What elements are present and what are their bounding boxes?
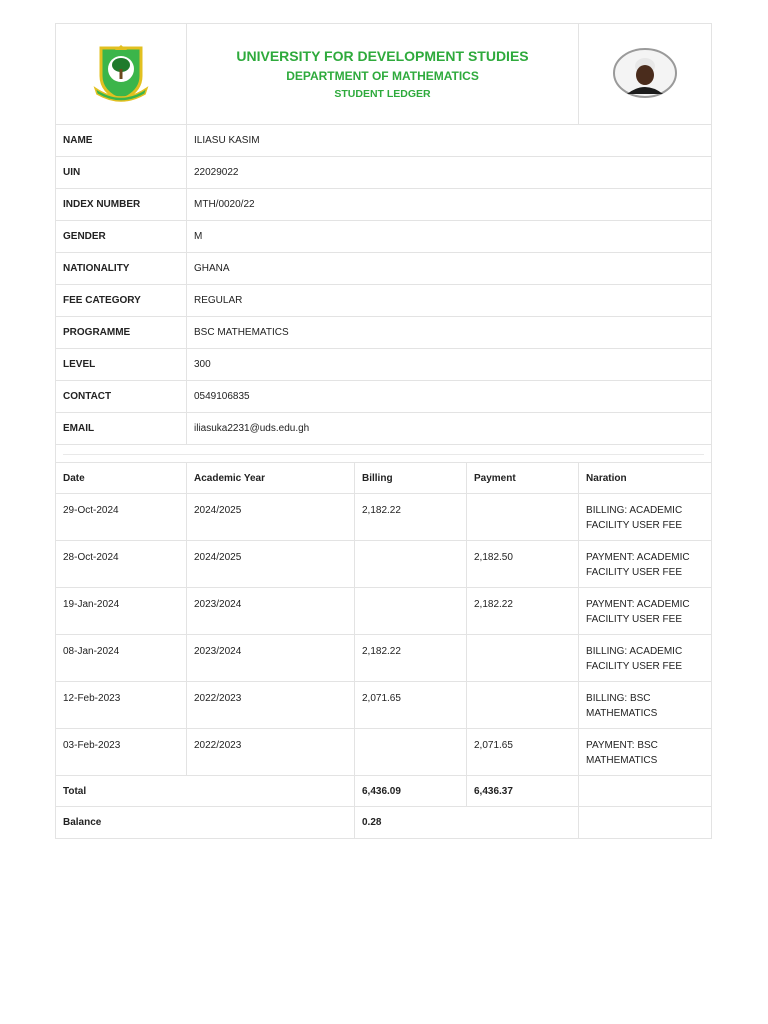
info-label: PROGRAMME: [56, 317, 187, 349]
total-billing: 6,436.09: [355, 775, 467, 807]
column-header: Billing: [355, 463, 467, 494]
cell-date: 03-Feb-2023: [56, 728, 187, 775]
balance-row: [56, 807, 712, 839]
column-header: Academic Year: [187, 463, 355, 494]
cell-date: 08-Jan-2024: [56, 634, 187, 681]
info-label: INDEX NUMBER: [56, 189, 187, 221]
cell-date: 12-Feb-2023: [56, 681, 187, 728]
info-value: ILIASU KASIM: [187, 125, 712, 157]
logo-cell: [56, 24, 187, 125]
title-cell: [187, 24, 579, 125]
table-row: [56, 634, 712, 681]
column-header: Naration: [579, 463, 712, 494]
info-row: [56, 381, 712, 413]
table-row: [56, 681, 712, 728]
ledger-entries: [56, 463, 712, 839]
cell-billing: [355, 728, 467, 775]
document-title: STUDENT LEDGER: [334, 88, 431, 100]
info-row: [56, 317, 712, 349]
cell-date: 19-Jan-2024: [56, 587, 187, 634]
info-row: [56, 125, 712, 157]
balance-label: Balance: [56, 807, 355, 839]
cell-year: 2024/2025: [187, 493, 355, 540]
total-label: Total: [56, 775, 355, 807]
info-value: 22029022: [187, 157, 712, 189]
cell-narration: BILLING: BSC MATHEMATICS: [579, 681, 712, 728]
info-label: EMAIL: [56, 413, 187, 445]
cell-payment: [467, 493, 579, 540]
cell-year: 2023/2024: [187, 587, 355, 634]
info-label: FEE CATEGORY: [56, 285, 187, 317]
cell-year: 2024/2025: [187, 540, 355, 587]
cell-narration: PAYMENT: ACADEMIC FACILITY USER FEE: [579, 587, 712, 634]
department-name: DEPARTMENT OF MATHEMATICS: [286, 69, 479, 83]
info-value: 0549106835: [187, 381, 712, 413]
student-ledger-sheet: [55, 23, 711, 839]
info-label: NATIONALITY: [56, 253, 187, 285]
table-row: [56, 493, 712, 540]
cell-billing: [355, 587, 467, 634]
info-row: [56, 189, 712, 221]
cell-narration: BILLING: ACADEMIC FACILITY USER FEE: [579, 493, 712, 540]
table-row: [56, 587, 712, 634]
info-label: UIN: [56, 157, 187, 189]
cell-year: 2022/2023: [187, 728, 355, 775]
table-row: [56, 728, 712, 775]
total-payment: 6,436.37: [467, 775, 579, 807]
student-photo: [613, 48, 677, 98]
info-row: [56, 413, 712, 445]
table-row: [56, 540, 712, 587]
column-header: Date: [56, 463, 187, 494]
cell-billing: 2,182.22: [355, 493, 467, 540]
cell-billing: [355, 540, 467, 587]
balance-empty: [579, 807, 712, 839]
total-row: [56, 775, 712, 807]
balance-value: 0.28: [355, 807, 579, 839]
cell-payment: 2,071.65: [467, 728, 579, 775]
cell-date: 29-Oct-2024: [56, 493, 187, 540]
info-row: [56, 221, 712, 253]
info-label: GENDER: [56, 221, 187, 253]
photo-cell: [579, 24, 712, 125]
info-row: [56, 285, 712, 317]
info-label: NAME: [56, 125, 187, 157]
info-row: [56, 157, 712, 189]
section-divider: [56, 445, 712, 463]
cell-narration: BILLING: ACADEMIC FACILITY USER FEE: [579, 634, 712, 681]
header-row: [56, 24, 712, 125]
cell-payment: [467, 681, 579, 728]
university-crest-icon: [93, 42, 149, 104]
cell-year: 2022/2023: [187, 681, 355, 728]
info-value[interactable]: iliasuka2231@uds.edu.gh: [187, 413, 712, 445]
cell-billing: 2,071.65: [355, 681, 467, 728]
column-header: Payment: [467, 463, 579, 494]
info-label: CONTACT: [56, 381, 187, 413]
total-empty: [579, 775, 712, 807]
info-row: [56, 349, 712, 381]
divider-line: [63, 454, 704, 455]
info-value: BSC MATHEMATICS: [187, 317, 712, 349]
cell-narration: PAYMENT: ACADEMIC FACILITY USER FEE: [579, 540, 712, 587]
student-info: [56, 125, 712, 445]
ledger-header-row: [56, 463, 712, 494]
cell-billing: 2,182.22: [355, 634, 467, 681]
info-value: REGULAR: [187, 285, 712, 317]
info-value: MTH/0020/22: [187, 189, 712, 221]
info-value: GHANA: [187, 253, 712, 285]
cell-narration: PAYMENT: BSC MATHEMATICS: [579, 728, 712, 775]
info-value: 300: [187, 349, 712, 381]
cell-year: 2023/2024: [187, 634, 355, 681]
info-label: LEVEL: [56, 349, 187, 381]
cell-payment: 2,182.50: [467, 540, 579, 587]
university-name: UNIVERSITY FOR DEVELOPMENT STUDIES: [236, 48, 529, 64]
info-row: [56, 253, 712, 285]
cell-payment: [467, 634, 579, 681]
info-value: M: [187, 221, 712, 253]
ledger-table: [55, 23, 712, 839]
cell-date: 28-Oct-2024: [56, 540, 187, 587]
cell-payment: 2,182.22: [467, 587, 579, 634]
